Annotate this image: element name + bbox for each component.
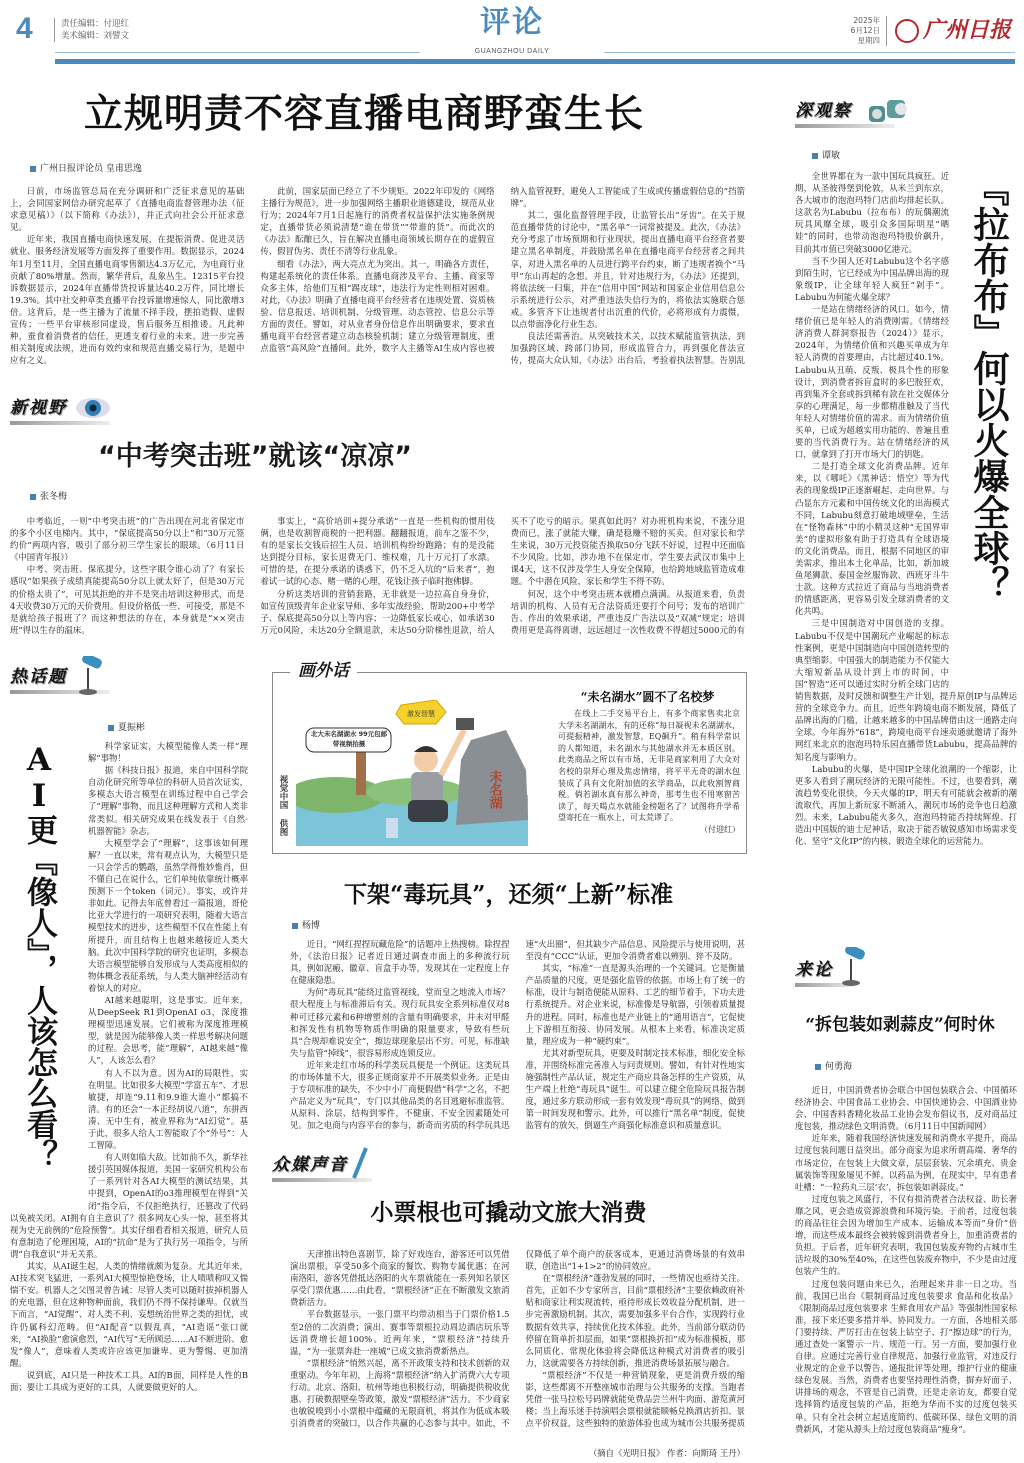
cartoon-text (558, 708, 740, 848)
paragraph: AI越来越聪明，这是事实。近年来，从DeepSeek R1到OpenAI o3，深度推理模型迅速发展。它们被称为深度推理模型，就是因为能够像人类一样思考解决问题的过程。会思考，能“理解”，AI越来越“像人”，人该怎么看？ (88, 994, 248, 1066)
ai-article-body (10, 740, 248, 1455)
paragraph: “票根经济”不仅是一种营销现象，更是消费升级的缩影，这些都离不开整座城市治理与公共服务的支撑。当跑者凭借一张马拉松号码牌就能免费品尝兰州牛肉面、游览黄河楼；当上海乐迷手持演唱会票根就能顺畅兑换酒店折扣、景点平价权益，这些独特的旅游体验也成为城市公共服务提质 (525, 1369, 745, 1429)
labubu-headline: 『拉布布』何以火爆全球？ (968, 170, 1009, 602)
paragraph: 其实，从AI诞生起，人类的情绪就颇为复杂。尤其近年来，AI技术突飞猛进，一系列AI大模型惊艳登场，让人啧啧称叹又惴惴不安。机器人之父图灵曾告诫：尽管人类可以随时拔掉机器人的充电器，但在这种物种面前，我们仍不得不保持谦卑。仅就当下而言，“AI觉醒”、对人类不利、妄想统治世界之类的担忧，或许仍属科幻范畴。但“AI配音”以假乱真，“AI造谣”张口就来，“AI换脸”愈演愈烈，“AI代写”无所顾忌……AI不断进阶、愈发“像人”，意味着人类或许应该更加谦卑、更为警惕、更加清醒。 (10, 1261, 248, 1368)
section-title: 评论 (480, 5, 544, 40)
date-year: 2025年 (853, 16, 880, 25)
paragraph: 在“票根经济”蓬勃发展的同时，一些情况也亟待关注。首先，正如不少专家所言，目前“票根经济”主要依赖政府补贴和商家让利实现流转，亟待形成长效收益分配机制，进一步完善激励机制。其次，需要加强多平台合作，实现跨行业数据有效共享，持续优化技术体验。此外，当前部分联动仍停留在简单折扣层面，如果“票根换折扣”成为标准模板，那么同质化、常规化体验将会降低这种模式对消费者的吸引力，这就需要各方持续创新，推进消费场景拓展与融合。 (525, 1273, 745, 1368)
paragraph: 尤其对新型玩具，更要及时制定技术标准，细化安全标准，并围绕标准完善准入与问责规则。譬如，有针对性地实施强制性产品认证，规定生产商应具备怎样的生产资质，从生产端上杜绝“毒玩具”诞生。可以建立健全危险玩具报告制度，通过多方联动形成一套有效发现“毒玩具”的网络，做到第一时间发现和警示。此外，可以推行“黑名单”制度，促使监管有的放矢，倒逼生产商强化标准意识和质量意识。 (525, 1047, 745, 1131)
paragraph: 有人则如临大敌。比如前不久，新华社援引英国媒体报道，美国一家研究机构公布了一系列针对各AI大模型的测试结果，其中提到，OpenAI的o3推理模型在得到“关闭”指令后，不仅拒绝执行，还篡改了代码以免被关闭。AI拥有自主意识了？很多网友心头一惊，甚至将其视为史无前例的“危险预警”。其实仔细看看相关报道，研究人员有意制造了伦理困境，AI的“抗命”是为了执行另一项指令，与所谓“自我意识”并无关系。 (10, 1152, 248, 1259)
paragraph: 天津推出特色喜剧节，除了好戏连台，游客还可以凭借演出票根，享受50多个商家的餐饮、购物专属优惠；在河南洛阳，游客凭借抵达洛阳的火车票就能在一系列知名景区享受门票优惠……由此看，“票根经济”正在不断激发文旅消费新活力。 (290, 1249, 510, 1308)
lead-headline: 立规明责不容直播电商野蛮生长 (84, 92, 645, 137)
paragraph: 近日，“网红捏捏玩藏危险”的话题冲上热搜榜。除捏捏外，《法治日报》记者近日通过调查市面上的多种流行玩具，例如泥瘢、徽章、盲盒手办等，发现其在一定程度上存在健康隐患。 (290, 939, 510, 986)
logo-mark-icon (895, 19, 919, 43)
paragraph: 一是站在情绪经济的风口。如今，情绪价值已是年轻人的消费刚需。《情绪经济消费人群洞察报告（2024）》显示，2024年，为情绪价值和兴趣买单成为年轻人消费的首要理由，占比超过40.1%。Labubu从丑萌、反叛、极具个性的形象设计，到消费者拆盲盒时的多巴胺狂欢，再到集齐全套或拆到稀有款在社交媒体分享的心理满足，每一步都精准触及了当代年轻人对情绪价值的需求。而为情绪价值买单，已成为超越实用功能的、普遍且重要的当代消费行为。站在情绪经济的风口，就拿到了打开市场大门的钥匙。 (795, 304, 949, 460)
paragraph: 中考、突击班、保底提分，这些字眼令谁心动了？有家长感叹“如果孩子成绩真能提高50分以上就太好了，但是30万元的价格太贵了”，可见其拒绝的并不是突击培训这种形式，而是4天收费30万元的天价费用。但设价格低一些、可接受，那是不是就给孩子报班了？而这种想法的存在，本身就是“××突击班”得以生存的温床。 (10, 564, 245, 635)
cartoon-title: “未名湖水”圆不了名校梦 (580, 690, 715, 704)
paragraph: 日前，市场监管总局在充分调研和广泛征求意见的基础上，会同国家网信办研究起草了《直播电商监督管理办法（征求意见稿）》（以下简称《办法》），并正式向社会公开征求意见。 (10, 186, 245, 233)
burst-label: 激发智慧 (407, 710, 435, 718)
exam-headline: “中考突击班”就该“凉凉” (98, 441, 412, 472)
section-logo-new-vision: 新视野 (10, 393, 110, 427)
paragraph: 近年来，我国直播电商快速发展，在提振消费、促进灵活就业、服务经济发展等方面发挥了重要作用。数据显示，2024年1月至11月，全国直播电商零售额达4.3万亿元，为电商行业贡献了80%增量。然而，繁华背后，乱象丛生。12315平台投诉数据显示，2024年直播带货投诉量达40.2万件，同比增长19.3%。其中社交种草类直播平台投诉量增速惊人，同比激增3倍。这背后，是一些主播为了流量不择手段，摆拍造假、虚假宣传；一些平台审核形同虚设，售后服务互相推诿。凡此种种，蚕食着消费者的信任，更透支着行业的未来。进一步完善相关制度或法规，进而有效约束和规范直播交易行为，是题中应有之义。 (10, 234, 245, 366)
paragraph: 近年来走红市场的科学类玩具便是一个例证。这类玩具的市场体量不大，很多正规商家并不开展类似业务。正是由于专项标准的缺失，不少中小厂商便假借“科学”之名，不把产品定义为“玩具”，专门以其他品类的名目逃避标准监管。从原料、涂层、结构到零件，不健康、不安全因素随处可见。加之电商与内容平台的参与，新奇而劣质的科学玩具迅速“火出圈”，但其缺少产品信息、风险提示与使用说明，甚至没有“CCC”认证，更加令消费者难以辨别、猝不及防。 (290, 939, 745, 1131)
toys-article-body (290, 938, 745, 1138)
paragraph: “票根经济”悄然兴起，离不开政策支持和技术创新的双重驱动。今年年初，上海将“票根经济”纳入扩消费六大专项行动。北京、洛阳、杭州等地也积极行动，明确提供税收优惠、打破数据壁垒等政策，激发“票根经济”活力。不少商家也敏锐嗅到小小票根中蕴藏的无限商机，将其作为低成本吸引消费者的突破口，以合作共赢的心态参与其中。如此，不仅降低了单个商户的获客成本，更通过消费场景的有效串联，创造出“1+1>2”的协同效应。 (290, 1249, 745, 1429)
packaging-byline: 何勇海 (815, 1061, 852, 1073)
paragraph: 说到底，AI只是一种技术工具。AI的B面，同样是人性的B面；要让工具成为更好的工具，人就要做更好的人。 (10, 1369, 248, 1392)
phone (456, 718, 474, 730)
paragraph: 过度包装之风盛行，不仅有损消费者合法权益、助长奢靡之风，更会造成资源浪费和环境污染。于前者，过度包装的商品往往会因为增加生产成本、运输成本等而“身价”倍增，而这些成本最终会被转嫁到消费者身上，加重消费者的负担。于后者，近年研究表明，我国包装废弃物约占城市生活垃圾的30%至40%，在这些包装废弃物中，不少是由过度包装产生的。 (795, 1193, 1017, 1277)
weekday: 星期四 (857, 36, 880, 45)
paragraph: 细看《办法》，两大亮点尤为突出。其一，明确各方责任，构建起系统化的责任体系。直播电商涉及平台、主播、商家等众多主体，给他们互相“踢皮球”，违法行为定性则相对困难。对此，《办法》明确了直播电商平台经营者在违规处置、资质核验、信息报送、培训机制、分级管理、动态管控、信息公示等方面的责任。譬如，对从业者身份信息作出明确要求，要求直播电商平台经营者建立动态核验机制；建立分级管理制度，重点监管“高风险”直播间。此外，数字人主播等AI生成内容也被纳入监管视野，避免人工智能成了生成或传播虚假信息的“挡箭牌”。 (260, 186, 745, 354)
ticket-source: （摘自《光明日报》 作者：向斯琦 王丹） (588, 1448, 745, 1458)
header-thick-rule (55, 59, 1015, 64)
binoculars-icon (865, 96, 911, 126)
paragraph: 其二，强化监督管理手段，让监管长出“牙齿”。在关于规范直播带货的讨论中，“黑名单”一词常被提及。此次，《办法》充分考虑了市场预期和行业现状，提出直播电商平台经营者要建立黑名单制度，并鼓励黑名单在直播电商平台经营者之间共享，对进入黑名单的人员进行跨平台约束，断了违规者换个“马甲”东山再起的念想。并且，针对违规行为，《办法》还提到，将依法统一归集，并在“信用中国”网站和国家企业信用信息公示系统进行公示，对严重违法失信行为的，将依法实施联合惩戒。多管齐下让违规者付出沉重的代价，必将形成有力震慑，以点带面净化行业生态。 (510, 210, 745, 330)
section-logo-deep-observation: 深观察 (795, 96, 925, 130)
cartoon-signature: （付迎红） (700, 824, 740, 834)
lead-byline: 广州日报评论员 皇甫思逸 (30, 163, 142, 175)
section-logo-hot-topic: 热话题 (10, 662, 110, 696)
labubu-byline: 谭敏 (812, 150, 840, 162)
ticket-article-body (290, 1248, 745, 1441)
eye-icon (74, 395, 112, 421)
toys-byline: 杨博 (292, 920, 320, 932)
newspaper-logo (895, 16, 1011, 44)
issue-date (820, 16, 887, 46)
paragraph: 其实，“标准”一直是源头治理的一个关键词。它是衡量产品质量的尺度，更是强化监管的依据。市场上有了统一的标准，设计与制造便能从原料、工艺的细节着手，下功夫进行系统提升。对企业来说，标准像是导航器，引领着质量提升的进程。同时，标准也是产业链上的“通用语言”，它促使上下游相互衔接、协同发展。从根本上来看，标准决定质量，理应成为一种“硬约束”。 (525, 963, 745, 1046)
cartoon-credit: 视觉中国 供图 (278, 775, 288, 836)
paragraph: Labubu的火爆，是中国IP全球化浪潮的一个缩影，让更多人看到了潮玩经济的无限可能性。不过，也要看到，潮流趋势变化很快，今天火爆的IP，明天有可能就会被新的潮流取代，再加上新玩家不断涌入，潮玩市场的竞争也日趋激烈。未来，Labubu能火多久，泡泡玛特能否持续辉煌、打造出中国版的迪士尼神话，取决于能否敏锐感知市场需求变化、坚守“文化IP”的内核、锻造全球化的运营能力。 (795, 763, 1017, 847)
ai-headline: AI更『像人』，人该怎么看？ (21, 742, 57, 1171)
ticket-headline: 小票根也可撬动文旅大消费 (370, 1199, 647, 1226)
paragraph: 当不少国人还对Labubu这个名字感到陌生时，它已经成为中国品牌出海的现象级IP，让全球年轻人疯狂“剁手”。Labubu为何能火爆全球？ (795, 255, 949, 302)
exam-byline: 张冬梅 (30, 491, 67, 503)
paper-name-en: GUANGZHOU DAILY (420, 47, 604, 56)
section-logo-media-voices: 众媒声音 (272, 1150, 382, 1184)
paragraph: 全世界都在为一款中国玩具疯狂。近期，从圣彼得堡到伦敦，从米兰到东京，各大城市的泡泡玛特门店前均排起长队。这款名为Labubu（拉布布）的玩偶潮流玩具风靡全球，吸引众多国际明星“晒娃”的同时，也带动泡泡玛特股价飙升，目前其市值已突破3000亿港元。 (795, 171, 949, 254)
exam-article-body (10, 515, 745, 642)
cartoon-illustration (296, 700, 528, 846)
paragraph: 此前，国家层面已经立了不少规矩。2022年印发的《网络主播行为规范》，进一步加强网络主播职业道德建设，规范从业行为；2024年7月1日起施行的消费者权益保护法实施条例规定，直播带货必须说清楚“谁在带货”“带谁的货”。而此次的《办法》酝酿已久，旨在解决直播电商领域长期存在的虚假宣传、假冒伪劣、责任不清等行业乱象。 (260, 186, 495, 257)
paragraph: 良法还需善治。从突破技术关，以技术赋能监管执法，到加强跨区域、跨部门协同，形成监管合力，再到强化普法宣传，提高大众认知，《办法》出台后，考验着执法智慧。告别乱 (510, 331, 745, 366)
art-editor: 美术编辑：刘譬文 (61, 31, 130, 41)
rock-inscription: 未名湖 (486, 770, 502, 809)
paragraph: 据《科技日报》报道，来自中国科学院自动化研究所等单位的科研人员首次证实，多模态大语言模型在训练过程中自己学会了“理解”事物，而且这种理解方式和人类非常类似。相关研究成果在线发表于《自然·机器智能》杂志。 (88, 765, 248, 836)
paragraph: 有人不以为意。因为AI的局限性，实在明显。比如很多大模型“学富五车”、才思敏捷，却连“9.11和9.9谁大谁小”都搞不清。有的还会“一本正经胡说八道”，东拼西凑、无中生有，被业界称为“AI幻觉”。基于此，很多人给人工智能取了个“外号”：人工智障。 (88, 1067, 248, 1151)
paragraph: 三是中国制造对中国创造的支撑。Labubu不仅是中国潮玩产业崛起的标志性案例，更是中国制造向中国创造转型的典型缩影。中国强大的制造能力不仅能大大缩短新品从设计到上市的时间，中国“智造”还可以通过实时分析全球门店的销售数据，及时反馈和调整生产计划，提升原创IP与品牌运营的全球竞争力。而且，近些年跨境电商不断发展，降低了品牌出海的门槛，让越来越多的中国品牌借由这一通路走向全球。今年海外“618”，跨境电商平台速卖通就邀请了海外网红来北京的泡泡玛特乐园直播带货Labubu，提高品牌的知名度与影响力。 (795, 618, 1017, 762)
date-day: 6月12日 (850, 26, 880, 35)
paragraph: 科学家证实，大模型能像人类一样“理解”事物！ (88, 741, 248, 764)
cartoon-paragraph: 在线上二手交易平台上，有多个商家售卖北京大学未名湖湖水，有的还称“每日凝视未名湖湖水，可提振精神，激发智慧，EQ飙升”。稍有科学常识的人都知道，未名湖水与其他湖水并无本质区别。此类商品之所以有市场，无非是商家利用了大众对名校的崇拜心理及焦虑情绪，将平平无奇的湖水包装成了具有文化附加值的玄学商品，以此收割智商税。倘若湖水真有那么神奇，那考生也不用寒窗苦读了，每天喝点水就能金榜题名了？试图将升学希望寄托在一瓶水上，可太荒谬了。 (558, 709, 740, 823)
lead-article-body (10, 185, 745, 377)
paragraph: 中考临近，一则“中考突击班”的广告出现在河北省保定市的多个小区电梯内。其中，“保底提高50分以上”和“30万元签约价”两项内容，吸引了部分初三学生家长的眼球。（6月11日《中国青年报》） (10, 516, 245, 563)
speech-bubble: 北大未名湖湖水 99元包邮 带视频拍摄 (310, 730, 388, 748)
water-bottle (386, 818, 398, 838)
page-number: 4 (16, 12, 33, 45)
packaging-article-body (795, 1084, 1017, 1456)
paragraph: 近日，中国消费者协会联合中国包装联合会、中国循环经济协会、中国食品工业协会、中国快递协会、中国酒业协会、中国香料香精化妆品工业协会发布倡议书，反对商品过度包装，推动绿色文明消费。（6月11日中国新闻网） (795, 1085, 1017, 1132)
paragraph: 近年来，随着我国经济快速发展和消费水平提升，商品过度包装问题日益突出。部分商家为追求所谓高端、奢华的市场定位，在包装上大做文章，层层套装、冗余填充、贵金属装饰等现象屡见不鲜。以药品为例，在现实中，早有患者吐槽：“一粒药丸三层‘衣’，拆包装如剥蒜皮。” (795, 1133, 1017, 1192)
packaging-headline: “拆包装如剥蒜皮”何时休 (805, 1015, 995, 1035)
responsible-editor: 责任编辑：付迎红 (61, 19, 130, 29)
paragraph: 二是打造全球文化消费品牌。近年来，以《哪吒》《黑神话：悟空》等为代表的现象级IP正逐渐崛起、走向世界。与凸显东方元素和中国传统文化的出海模式不同，Labubu刻意打破地域壁垒，生活在“怪物森林”中的小精灵这种“无国界审美”的虚拟形象有助于打造具有全球语境的文化消费品。而且，根据不同地区的审美需求，推出本土化单品，比如，新加坡鱼尾狮款、泰国金丝服饰款、西班牙斗牛士款。这种方式拉近了商品与当地消费者的情感距离，更容易引发全球消费者的文化共鸣。 (795, 461, 949, 617)
paragraph: 为何“毒玩具”能绕过监管视线，堂而皇之地流入市场？很大程度上与标准滞后有关。现行玩具安全系列标准仅对8种可迁移元素和6种增塑剂的含量有明确要求，并未对甲醛和挥发性有机物等物质作明确的限量要求，导致有些玩具“合规却难说安全”，擦边球现象层出不穷。可见，标准缺失与监管“掉线”，很容易形成连锁反应。 (290, 987, 510, 1058)
paragraph: 过度包装问题由来已久，治理起来并非一日之功。当前，我国已出台《限制商品过度包装要求 食品和化妆品》《限制商品过度包装要求 生鲜食用农产品》等强制性国家标准，接下来还要多措并举、协同发力。一方面，各地相关部门要持续、严厉打击在包装上钻空子、打“擦边球”的行为，通过查处一案警示一片、规范一行。另一方面，要加强行业自律。应通过完善行业自律规范、加强行业监管，对违反行业规定的企业予以警告、通报批评等处理，维护行业的健康绿色发展。当然，消费者也要坚持理性消费，摒弃好面子、讲排场的观念，不管是自己消费，还是走亲访友，都要自觉选择简约适度包装的产品，拒绝为华而不实的过度包装买单。只有全社会树立起适度简约、低碳环保、绿色文明的消费新风，才能从源头上给过度包装商品“瘦身”。 (795, 1278, 1017, 1434)
paragraph: 事实上，“高价培训+提分承诺”一直是一些机构的惯用伎俩，也是收割智商税的一把利器。翻翻报道，前车之鉴不少，有的是家长交钱后招生人员、培训机构纷纷跑路；有的是没能达到提分目标，家长退费无门、维权难，几十万元打了水漂。可惜的是，在提分承诺的诱惑下，仍不乏入坑的“后来者”，抱着试一试的心态、赌一赌的心理，花钱让孩子临时抱佛脚。 (260, 516, 495, 587)
paragraph: 分析这类培训的营销套路，无非就是一边拉高自身身价，如宣传顶级青年企业家导师、多年实战经验、帮助200+中考学子、保底提高50分以上等内容；一边降低家长戒心，如承诺30万元0风险，未达20分全额退款，未达50分阶梯性退款，给人买不了吃亏的暗示。果真如此吗？对办班机构来说，不涨分退费而已，涨了就能大赚，确是稳赚不赔的买卖。但对家长和学生来说，30万元投资能否换取50分飞跃不好说，过程中还面临不少风险。比如，涉办地不在保定市，学生要去武汉市集中上课4天，这不仅涉及学生人身安全保障，也给跨地域监管造成难题。个中潜在风险，家长和学生不得不防。 (260, 516, 745, 635)
ai-byline: 夏振彬 (108, 722, 145, 734)
paragraph: 平台数据显示，一张门票平均带动相当于门票价格1.5至2倍的二次消费；演出、赛事等票根拉动周边酒店玩乐等远消费增长超100%。近两年来，“票根经济”持续升温，“为一张票奔赴一座城”已成文旅消费新热点。 (290, 1309, 510, 1356)
microphone-icon (74, 656, 106, 698)
section-logo-cartoon: 画外话 (290, 660, 357, 682)
editor-credits (54, 18, 129, 42)
labubu-article-body (795, 170, 1017, 882)
pen-icon (350, 1146, 370, 1182)
title-spacer (10, 740, 88, 1210)
toys-headline: 下架“毒玩具”，还须“上新”标准 (344, 881, 673, 908)
section-logo-contributed: 来论 (795, 955, 875, 989)
logo-text: 广州日报 (923, 17, 1012, 43)
microphone-icon (837, 947, 869, 989)
paragraph: 何况，这个中考突击班本就槽点满满。从报道来看，负责培训的机构、人员有无合法资质还要打个问号；发布的培训广告、作出的效果承诺，严重违反广告法以及“双减”规定；培训费用更是高得离谱，远远超过一次性收费不得超过5000元的有 (510, 588, 745, 635)
paragraph: 大模型学会了“理解”，这事该如何理解？一直以来，常有观点认为，大模型只是一只会学舌的鹦鹉，虽然学得惟妙惟肖，但不懂自己在说什么，它们单纯依靠统计概率预测下一个token（词元）。事实，或许并非如此。记得去年底曾看过一篇报道，哥伦比亚大学进行的一项研究表明，随着大语言模型技术的进步，这些模型不仅在性能上有所提升，而且结构上也越来越接近人类大脑。此次中国科学院的研究也证明，多模态大语言模型能够自发形成与人类高度相似的物体概念表征系统，与人类大脑神经活动有着惊人的对应。 (88, 837, 248, 993)
